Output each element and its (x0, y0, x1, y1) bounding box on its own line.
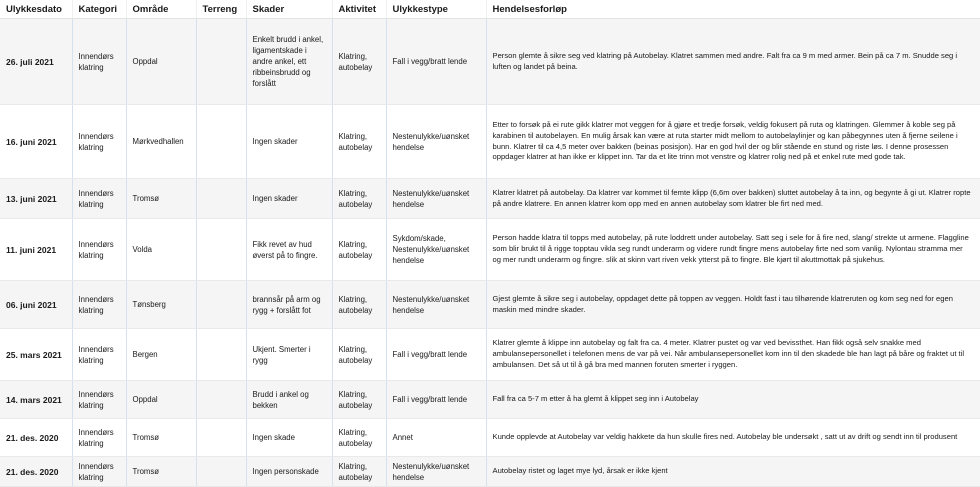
column-header-area[interactable]: Område (126, 0, 196, 19)
cell-category: Innendørs klatring (72, 105, 126, 179)
cell-type: Nestenulykke/uønsket hendelse (386, 457, 486, 487)
column-header-terrain[interactable]: Terreng (196, 0, 246, 19)
cell-course: Person hadde klatra til topps med autobelay, på rute loddrett under autobelay. Satt seg i sele for å fire ned, slang/ strekte ut armene. Flaggline som blir brukt til å rigge topptau vikla seg rundt underarm og videre rundt fingre mens autobelay firte ned som vanlig. Nylontau stramma mer og mer rundt underarm og fingre. slik at skinn vart riven vekk ytterst på to fingre. Ble kjørt til akuttmottak på sjukehus. (486, 219, 980, 281)
cell-type: Sykdom/skade, Nestenulykke/uønsket hendelse (386, 219, 486, 281)
cell-area: Tromsø (126, 419, 196, 457)
cell-date: 16. juni 2021 (0, 105, 72, 179)
cell-category: Innendørs klatring (72, 329, 126, 381)
cell-activity: Klatring, autobelay (332, 105, 386, 179)
cell-area: Tønsberg (126, 281, 196, 329)
cell-type: Nestenulykke/uønsket hendelse (386, 179, 486, 219)
cell-activity: Klatring, autobelay (332, 179, 386, 219)
table-row[interactable] (0, 219, 980, 281)
header-row (0, 0, 980, 19)
cell-terrain (196, 19, 246, 105)
cell-terrain (196, 419, 246, 457)
cell-area: Tromsø (126, 179, 196, 219)
cell-date: 21. des. 2020 (0, 457, 72, 487)
cell-activity: Klatring, autobelay (332, 219, 386, 281)
cell-category: Innendørs klatring (72, 419, 126, 457)
cell-injuries: Ingen personskade (246, 457, 332, 487)
cell-injuries: Fikk revet av hud øverst på to fingre. (246, 219, 332, 281)
cell-type: Fall i vegg/bratt lende (386, 329, 486, 381)
cell-category: Innendørs klatring (72, 457, 126, 487)
cell-activity: Klatring, autobelay (332, 19, 386, 105)
cell-course: Kunde opplevde at Autobelay var veldig hakkete da hun skulle fires ned. Autobelay ble undersøkt , satt ut av drift og sendt inn til produsent (486, 419, 980, 457)
cell-area: Mørkvedhallen (126, 105, 196, 179)
cell-area: Oppdal (126, 19, 196, 105)
cell-course: Autobelay ristet og laget mye lyd, årsak er ikke kjent (486, 457, 980, 487)
cell-activity: Klatring, autobelay (332, 457, 386, 487)
cell-date: 06. juni 2021 (0, 281, 72, 329)
cell-date: 14. mars 2021 (0, 381, 72, 419)
cell-course: Klatrer klatret på autobelay. Da klatrer var kommet til femte klipp (6,6m over bakken) sluttet autobelay å ta inn, og begynte å gi ut. Klatrer ropte på andre klatrere. En annen klatrer kom opp med en annen autobelay som klatrer ble firt ned med. (486, 179, 980, 219)
cell-terrain (196, 329, 246, 381)
column-header-date[interactable]: Ulykkesdato (0, 0, 72, 19)
cell-date: 26. juli 2021 (0, 19, 72, 105)
cell-area: Tromsø (126, 457, 196, 487)
cell-area: Bergen (126, 329, 196, 381)
cell-date: 13. juni 2021 (0, 179, 72, 219)
cell-course: Etter to forsøk på ei rute gikk klatrer mot veggen for å gjøre et tredje forsøk, veldig fokusert på ruta og klatringen. Glemmer å koble seg på karabinen til autobelayen. En mulig årsak kan være at ruta starter midt mellom to autobelaylinjer og kan påbegynnes uten å fjerne seilene i bunn. Klatrer til ca 4,5 meter over bakken (beinas posisjon). Har en god hvil der og blir stående en stund og riste løs. I denne prosessen oppdager klatrer at han ikke er klippet inn. Tar da et lite trinn mot venstre og klatrer rolig ned på et enkel rute med gode tak. (486, 105, 980, 179)
cell-terrain (196, 179, 246, 219)
cell-activity: Klatring, autobelay (332, 381, 386, 419)
cell-category: Innendørs klatring (72, 381, 126, 419)
cell-type: Fall i vegg/bratt lende (386, 19, 486, 105)
cell-type: Nestenulykke/uønsket hendelse (386, 105, 486, 179)
cell-course: Person glemte å sikre seg ved klatring på Autobelay. Klatret sammen med andre. Falt fra ca 9 m med armer. Bein på ca 7 m. Snudde seg i luften og landet på beina. (486, 19, 980, 105)
table-row[interactable] (0, 281, 980, 329)
cell-injuries: Ukjent. Smerter i rygg (246, 329, 332, 381)
table-row[interactable] (0, 381, 980, 419)
cell-date: 11. juni 2021 (0, 219, 72, 281)
cell-activity: Klatring, autobelay (332, 419, 386, 457)
cell-category: Innendørs klatring (72, 179, 126, 219)
cell-injuries: Ingen skade (246, 419, 332, 457)
cell-injuries: Brudd i ankel og bekken (246, 381, 332, 419)
column-header-injuries[interactable]: Skader (246, 0, 332, 19)
table-row[interactable] (0, 419, 980, 457)
cell-injuries: brannsår på arm og rygg + forslått fot (246, 281, 332, 329)
table-row[interactable] (0, 179, 980, 219)
table-row[interactable] (0, 329, 980, 381)
cell-course: Klatrer glemte å klippe inn autobelay og falt fra ca. 4 meter. Klatrer pustet og var ved bevissthet. Han fikk også selv snakke med ambulansepersonellet i telefonen mens de var på vei. Når ambulansepersonellet kom inn til den skadede ble han lagt på båre og fraktet ut til ambulansen. Det så ut til å gå bra med mannen foruten smerter i ryggen. (486, 329, 980, 381)
column-header-category[interactable]: Kategori (72, 0, 126, 19)
table-row[interactable] (0, 19, 980, 105)
cell-area: Oppdal (126, 381, 196, 419)
cell-type: Nestenulykke/uønsket hendelse (386, 281, 486, 329)
cell-date: 21. des. 2020 (0, 419, 72, 457)
cell-category: Innendørs klatring (72, 19, 126, 105)
column-header-course[interactable]: Hendelsesforløp (486, 0, 980, 19)
table-row[interactable] (0, 105, 980, 179)
cell-type: Annet (386, 419, 486, 457)
column-header-type[interactable]: Ulykkestype (386, 0, 486, 19)
column-header-activity[interactable]: Aktivitet (332, 0, 386, 19)
cell-course: Gjest glemte å sikre seg i autobelay, oppdaget dette på toppen av veggen. Holdt fast i tau tilhørende klatreruten og kom seg ned for egen maskin med mindre skader. (486, 281, 980, 329)
cell-category: Innendørs klatring (72, 281, 126, 329)
cell-terrain (196, 381, 246, 419)
cell-injuries: Enkelt brudd i ankel, ligamentskade i andre ankel, ett ribbeinsbrudd og forslått (246, 19, 332, 105)
cell-type: Fall i vegg/bratt lende (386, 381, 486, 419)
cell-date: 25. mars 2021 (0, 329, 72, 381)
cell-terrain (196, 281, 246, 329)
cell-activity: Klatring, autobelay (332, 281, 386, 329)
cell-injuries: Ingen skader (246, 179, 332, 219)
cell-terrain (196, 105, 246, 179)
cell-injuries: Ingen skader (246, 105, 332, 179)
cell-category: Innendørs klatring (72, 219, 126, 281)
cell-terrain (196, 219, 246, 281)
cell-terrain (196, 457, 246, 487)
cell-activity: Klatring, autobelay (332, 329, 386, 381)
cell-course: Fall fra ca 5-7 m etter å ha glemt å klippet seg inn i Autobelay (486, 381, 980, 419)
table-row[interactable] (0, 457, 980, 487)
cell-area: Volda (126, 219, 196, 281)
